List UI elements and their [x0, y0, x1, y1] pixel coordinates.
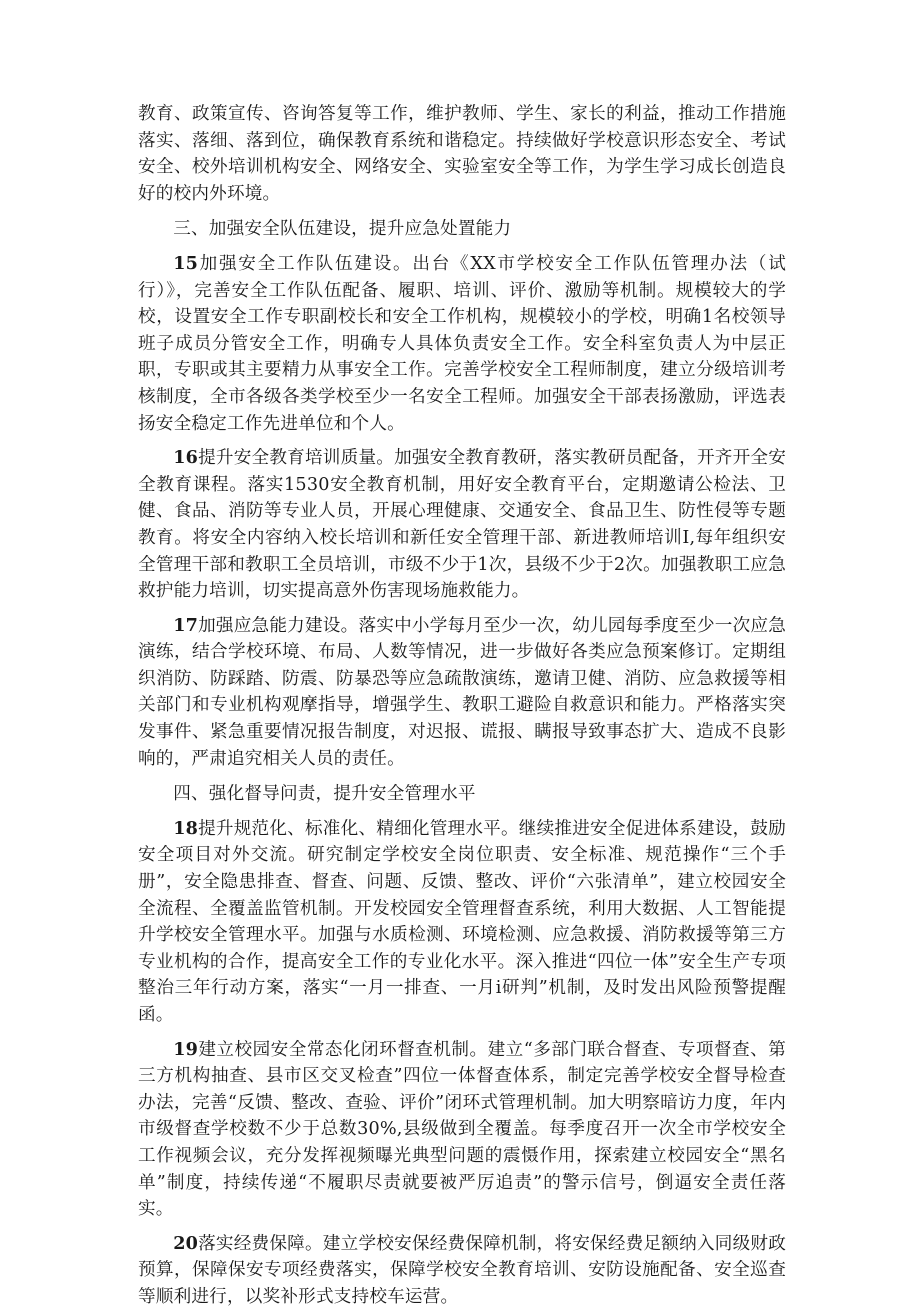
paragraph-item-15: [138, 251, 786, 437]
paragraph-text: 加强应急能力建设。落实中小学每月至少一次，幼儿园每季度至少一次应急演练，结合学校环境、布局、人数等情况，进一步做好各类应急预案修订。定期组织消防、防踩踏、防震、防暴恐等应急疏散演练，邀请卫健、消防、应急救援等相关部门和专业机构观摩指导，增强学生、教职工避险自救意识和能力。严格落实突发事件、紧急重要情况报告制度，对迟报、谎报、瞒报导致事态扩大、造成不良影响的，严肃追究相关人员的责任。: [138, 615, 786, 769]
item-number: 19: [173, 1038, 199, 1060]
paragraph-text: 教育、政策宣传、咨询答复等工作，维护教师、学生、家长的利益，推动工作措施落实、落细、落到位，确保教育系统和谐稳定。持续做好学校意识形态安全、考试安全、校外培训机构安全、网络安全、实验室安全等工作，为学生学习成长创造良好的校内外环境。: [138, 104, 786, 204]
paragraph-item-19: [138, 1037, 786, 1223]
item-number: 17: [173, 614, 199, 636]
paragraph-text: 提升安全教育培训质量。加强安全教育教研，落实教研员配备，开齐开全安全教育课程。落实1530安全教育机制，用好安全教育平台，定期邀请公检法、卫健、食品、消防等专业人员，开展心理健康、交通安全、食品卫生、防性侵等专题教育。将安全内容纳入校长培训和新任安全管理干部、新进教师培训I,每年组织安全管理干部和教职工全员培训，市级不少于1次，县级不少于2次。加强教职工应急救护能力培训，切实提高意外伤害现场施救能力。: [138, 448, 786, 602]
paragraph-text: 落实经费保障。建立学校安保经费保障机制，将安保经费足额纳入同级财政预算，保障保安专项经费落实，保障学校安全教育培训、安防设施配备、安全巡查等顺利进行，以奖补形式支持校车运营。: [138, 1233, 786, 1307]
section-heading-text: 三、加强安全队伍建设，提升应急处置能力: [173, 219, 512, 240]
section-heading-text: 四、强化督导问责，提升安全管理水平: [173, 784, 476, 805]
paragraph-text: 提升规范化、标准化、精细化管理水平。继续推进安全促进体系建设，鼓励安全项目对外交流。研究制定学校安全岗位职责、安全标准、规范操作“三个手册”，安全隐患排查、督查、问题、反馈、整改、评价“六张清单”，建立校园安全全流程、全覆盖监管机制。开发校园安全管理督查系统，利用大数据、人工智能提升学校安全管理水平。加强与水质检测、环境检测、应急救援、消防救援等第三方专业机构的合作，提高安全工作的专业化水平。深入推进“四位一体”安全生产专项整治三年行动方案，落实“一月一排查、一月ⅰ研判”机制，及时发出风险预警提醒函。: [138, 818, 786, 1025]
paragraph-item-18: [138, 816, 786, 1029]
section-heading-3: [138, 216, 786, 243]
item-number: 18: [173, 817, 199, 839]
item-number: 16: [173, 447, 199, 469]
paragraph-item-16: [138, 445, 786, 605]
document-body: [138, 101, 786, 1311]
paragraph-text: 加强安全工作队伍建设。出台《XX市学校安全工作队伍管理办法（试行）》，完善安全工作队伍配备、履职、培训、评价、激励等机制。规模较大的学校，设置安全工作专职副校长和安全工作机构，规模较小的学校，明确1名校领导班子成员分管安全工作，明确专人具体负责安全工作。安全科室负责人为中层正职，专职或其主要精力从事安全工作。完善学校安全工程师制度，建立分级培训考核制度，全市各级各类学校至少一名安全工程师。加强安全干部表扬激励，评选表扬安全稳定工作先进单位和个人。: [138, 253, 786, 434]
paragraph-item-20: [138, 1231, 786, 1311]
paragraph-text: 建立校园安全常态化闭环督查机制。建立“多部门联合督查、专项督查、第三方机构抽查、县市区交叉检查”四位一体督查体系，制定完善学校安全督导检查办法，完善“反馈、整改、查验、评价”闭环式管理机制。加大明察暗访力度，年内市级督查学校数不少于总数30%,县级做到全覆盖。每季度召开一次全市学校安全工作视频会议，充分发挥视频曝光典型问题的震慑作用，探索建立校园安全“黑名单”制度，持续传递“不履职尽责就要被严厉追责”的警示信号，倒逼安全责任落实。: [138, 1039, 786, 1220]
item-number: 20: [173, 1232, 199, 1254]
paragraph-intro-continuation: [138, 101, 786, 207]
paragraph-item-17: [138, 613, 786, 773]
section-heading-4: [138, 781, 786, 808]
item-number: 15: [173, 252, 199, 274]
